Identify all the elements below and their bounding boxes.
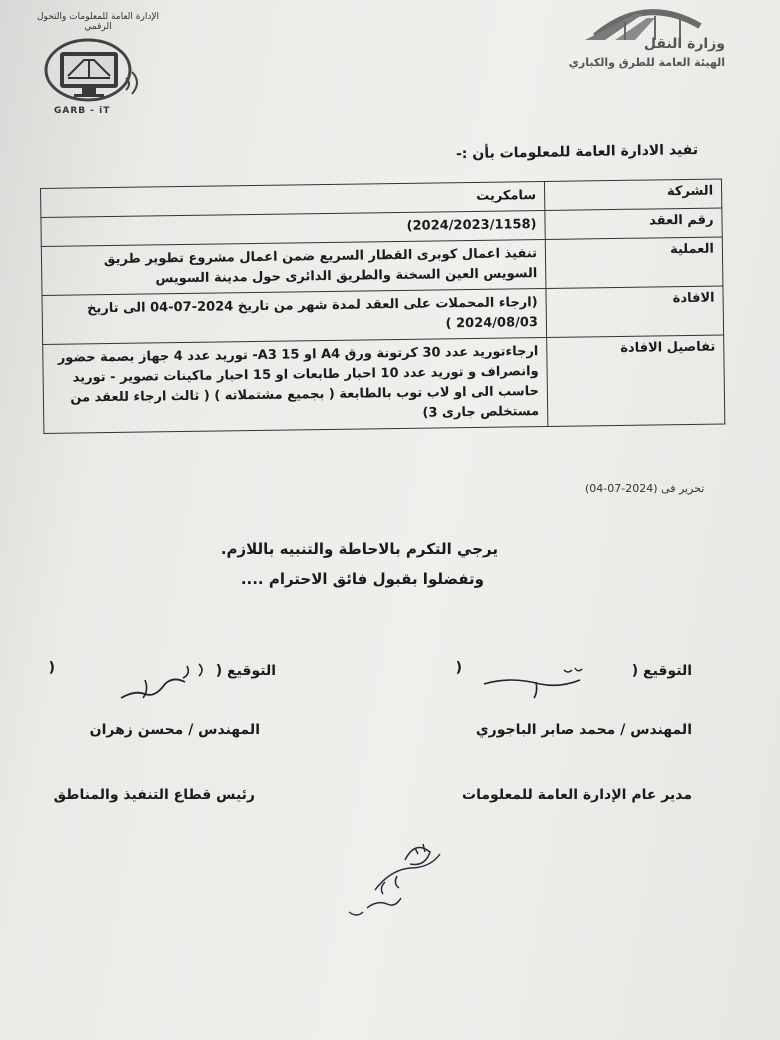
row-value: سامكريت (41, 181, 545, 217)
handwritten-approval-mark (345, 830, 455, 925)
intro-statement: تفيد الادارة العامة للمعلومات بأن :- (455, 142, 699, 163)
closing-line-2: وتفضلوا بقبول فائق الاحترام .... (240, 570, 484, 588)
row-label: تفاصيل الافادة (547, 335, 725, 426)
row-label: رقم العقد (545, 208, 722, 239)
signature-close-left: ) (48, 660, 55, 676)
table-row (43, 335, 725, 433)
row-label: الشركة (544, 179, 721, 210)
engineer-name-right: المهندس / محمد صابر الباجوري (475, 722, 692, 738)
row-label: العملية (545, 237, 723, 288)
signature-label-right: التوقيع ( (631, 663, 692, 679)
signature-close-right: ) (455, 660, 462, 676)
authority-name: الهيئة العامة للطرق والكباري (568, 56, 725, 69)
it-department-name: الإدارة العامة للمعلومات والتحول الرقمي (37, 12, 159, 32)
handwritten-signature-right (480, 662, 590, 702)
handwritten-signature-left (115, 660, 215, 705)
engineer-title-left: رئيس قطاع التنفيذ والمناطق (53, 787, 255, 803)
row-value: (ارجاء المحملات على العقد لمدة شهر من تاريخ 2024-07-04 الى تاريخ 2024/08/03 ) (42, 288, 547, 344)
signature-label-left: التوقيع ( (215, 663, 276, 679)
row-value: ارجاءتوريد عدد 30 كرتونة ورق A4 او A3 15- توريد عدد 4 جهاز بصمة حضور وانصراف و توريد عدد 10 احبار طابعات او 15 احبار ماكينات تصوير - توريد حاسب الى او لاب توب بالطابعة ( بجميع مشتملاته ) ( ثالث ارجاء للعقد من مستخلص جارى 3) (43, 337, 548, 433)
row-value: تنفيذ اعمال كوبرى القطار السريع ضمن اعمال مشروع تطوير طريق السويس العين السخنة والطريق الدائرى حول مدينة السويس (41, 239, 546, 295)
engineer-title-right: مدير عام الإدارة العامة للمعلومات (462, 787, 692, 803)
issue-date: تحرير فى (2024-07-04) (585, 482, 705, 495)
it-department-caption: GARB - iT (54, 106, 111, 116)
road-bridge-icon (585, 0, 705, 40)
ministry-logo (565, 0, 725, 85)
row-value: (2024/2023/1158) (41, 210, 545, 246)
info-table (40, 178, 725, 433)
engineer-name-left: المهندس / محسن زهران (89, 722, 260, 738)
ministry-name: وزارة النقل (643, 36, 725, 52)
monitor-bridge-icon (38, 28, 148, 108)
closing-line-1: يرجي التكرم بالاحاطة والتنبيه باللازم. (220, 540, 498, 558)
it-department-logo (28, 10, 168, 125)
row-label: الافادة (546, 286, 724, 337)
